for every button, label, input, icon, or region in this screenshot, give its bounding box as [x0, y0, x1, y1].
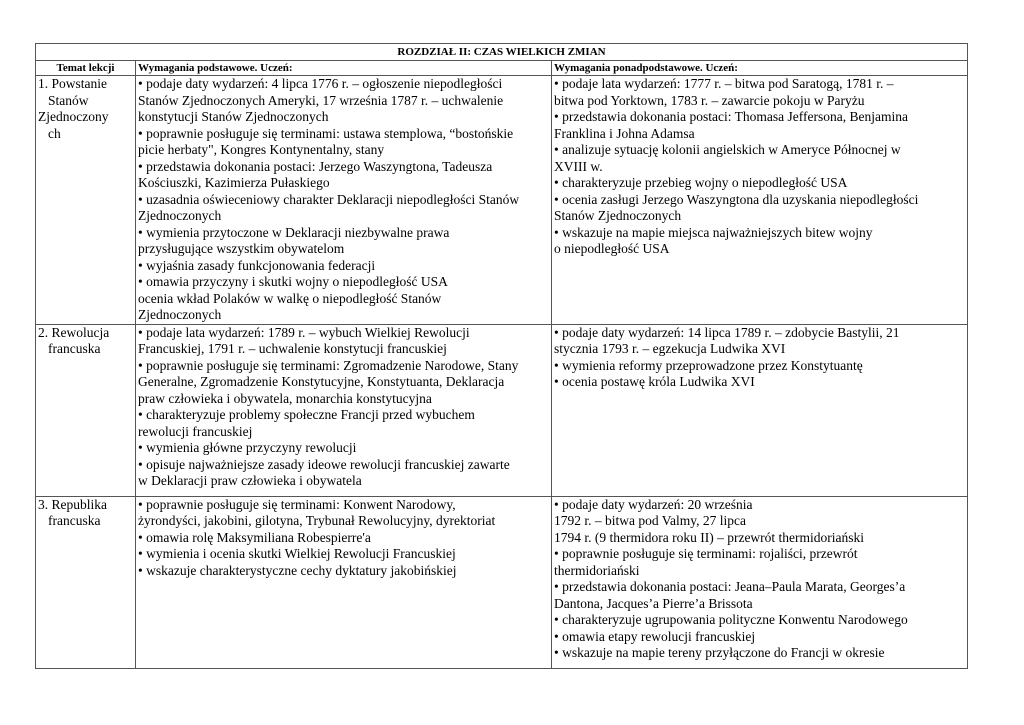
table-row	[36, 496, 968, 668]
requirement-line: • poprawnie posługuje się terminami: rojaliści, przewrót	[554, 546, 858, 561]
requirement-line: Kościuszki, Kazimierza Pułaskiego	[138, 175, 330, 190]
requirement-line: bitwa pod Yorktown, 1783 r. – zawarcie pokoju w Paryżu	[554, 92, 865, 108]
title-row	[36, 44, 968, 61]
topic-line: ch	[48, 125, 61, 141]
requirement-line: przysługujące wszystkim obywatelom	[138, 241, 345, 256]
header-basic: Wymagania podstawowe. Uczeń:	[136, 61, 552, 76]
requirement-line: • wskazuje na mapie miejsca najważniejszych bitew wojny	[554, 224, 873, 240]
requirement-line: • przedstawia dokonania postaci: Jerzego Waszyngtona, Tadeusza	[138, 158, 493, 174]
requirement-line: • wyjaśnia zasady funkcjonowania federacji	[138, 257, 376, 273]
requirement-line: • ocenia postawę króla Ludwika XVI	[554, 374, 755, 389]
requirement-line: ocenia wkład Polaków w walkę o niepodległość Stanów	[138, 290, 442, 306]
requirement-line: • opisuje najważniejsze zasady ideowe rewolucji francuskiej zawarte	[138, 456, 510, 472]
requirement-line: 1792 r. – bitwa pod Valmy, 27 lipca	[554, 513, 746, 528]
requirement-line: konstytucji Stanów Zjednoczonych	[138, 109, 329, 124]
requirement-line: • podaje daty wydarzeń: 4 lipca 1776 r. – ogłoszenie niepodległości	[138, 76, 503, 91]
basic-requirements-cell	[136, 496, 552, 668]
table-row	[36, 324, 968, 496]
requirement-line: • poprawnie posługuje się terminami: Zgromadzenie Narodowe, Stany	[138, 357, 519, 373]
requirement-line: • podaje daty wydarzeń: 20 września	[554, 496, 753, 512]
requirement-line: o niepodległość USA	[554, 241, 670, 256]
topic-line: francuska	[48, 341, 101, 356]
requirement-line: • przedstawia dokonania postaci: Jeana–Paula Marata, Georges’a	[554, 579, 906, 594]
requirement-line: • poprawnie posługuje się terminami: ustawa stemplowa, “bostońskie	[138, 125, 514, 141]
requirement-line: • wymienia reformy przeprowadzone przez Konstytuantę	[554, 357, 863, 373]
requirement-line: Stanów Zjednoczonych Ameryki, 17 września 1787 r. – uchwalenie	[138, 92, 504, 108]
requirement-line: • wskazuje charakterystyczne cechy dyktatury jakobińskiej	[138, 562, 457, 578]
requirement-line: w Deklaracji praw człowieka i obywatela	[138, 473, 362, 488]
basic-requirements-cell	[136, 324, 552, 496]
topic-line: 2. Rewolucja	[38, 324, 110, 340]
requirement-line: • wymienia i ocenia skutki Wielkiej Rewolucji Francuskiej	[138, 546, 456, 561]
requirement-line: • charakteryzuje ugrupowania polityczne Konwentu Narodowego	[554, 612, 908, 627]
requirement-line: • wymienia przytoczone w Deklaracji niezbywalne prawa	[138, 224, 450, 240]
header-row	[36, 61, 968, 76]
topic-line: Zjednoczony	[38, 109, 109, 124]
basic-requirements-cell	[136, 76, 552, 325]
topic-cell	[36, 496, 136, 668]
requirement-line: 1794 r. (9 thermidora roku II) – przewrót thermidoriański	[554, 529, 865, 545]
requirement-line: • omawia etapy rewolucji francuskiej	[554, 628, 756, 644]
requirements-table	[35, 43, 968, 669]
requirement-line: • podaje lata wydarzeń: 1777 r. – bitwa pod Saratogą, 1781 r. –	[554, 76, 894, 91]
topic-line: 3. Republika	[38, 496, 107, 512]
requirement-line: • analizuje sytuację kolonii angielskich w Ameryce Północnej w	[554, 142, 901, 157]
table-row	[36, 76, 968, 325]
requirement-line: Dantona, Jacques’a Pierre’a Brissota	[554, 595, 753, 611]
topic-cell	[36, 76, 136, 325]
requirement-line: • podaje daty wydarzeń: 14 lipca 1789 r. – zdobycie Bastylii, 21	[554, 324, 900, 340]
advanced-requirements-cell	[552, 324, 968, 496]
requirement-line: Generalne, Zgromadzenie Konstytucyjne, Konstytuanta, Deklaracja	[138, 374, 505, 389]
requirement-line: thermidoriański	[554, 562, 640, 578]
requirement-line: • uzasadnia oświeceniowy charakter Deklaracji niepodległości Stanów	[138, 191, 520, 207]
requirement-line: • charakteryzuje problemy społeczne Francji przed wybuchem	[138, 407, 475, 422]
requirement-line: • poprawnie posługuje się terminami: Konwent Narodowy,	[138, 496, 456, 512]
chapter-title: ROZDZIAŁ II: CZAS WIELKICH ZMIAN	[36, 44, 968, 61]
advanced-requirements-cell	[552, 76, 968, 325]
requirement-line: • omawia przyczyny i skutki wojny o niepodległość USA	[138, 274, 448, 289]
requirement-line: Stanów Zjednoczonych	[554, 208, 682, 223]
requirement-line: • wymienia główne przyczyny rewolucji	[138, 440, 357, 455]
requirement-line: • ocenia zasługi Jerzego Waszyngtona dla uzyskania niepodległości	[554, 191, 919, 207]
topic-line: 1. Powstanie	[38, 76, 107, 91]
requirement-line: picie herbaty", Kongres Kontynentalny, stany	[138, 142, 385, 157]
advanced-requirements-cell	[552, 496, 968, 668]
topic-line: Stanów	[48, 92, 89, 108]
requirement-line: Zjednoczonych	[138, 208, 222, 223]
requirement-line: • charakteryzuje przebieg wojny o niepodległość USA	[554, 175, 848, 190]
header-topic: Temat lekcji	[36, 61, 136, 76]
requirement-line: • przedstawia dokonania postaci: Thomasa Jeffersona, Benjamina	[554, 109, 908, 124]
requirement-line: • wskazuje na mapie tereny przyłączone do Francji w okresie	[554, 645, 885, 660]
requirement-line: Francuskiej, 1791 r. – uchwalenie konstytucji francuskiej	[138, 341, 447, 356]
topic-cell	[36, 324, 136, 496]
requirement-line: stycznia 1793 r. – egzekucja Ludwika XVI	[554, 341, 786, 356]
topic-line: francuska	[48, 513, 101, 528]
requirement-line: Zjednoczonych	[138, 307, 222, 322]
requirement-line: Franklina i Johna Adamsa	[554, 125, 695, 141]
requirement-line: • omawia rolę Maksymiliana Robespierre'a	[138, 529, 371, 545]
header-advanced: Wymagania ponadpodstawowe. Uczeń:	[552, 61, 968, 76]
requirement-line: XVIII w.	[554, 158, 603, 174]
requirement-line: • podaje lata wydarzeń: 1789 r. – wybuch Wielkiej Rewolucji	[138, 324, 470, 340]
requirement-line: żyrondyści, jakobini, gilotyna, Trybunał Rewolucyjny, dyrektoriat	[138, 513, 496, 528]
requirement-line: rewolucji francuskiej	[138, 423, 253, 439]
requirement-line: praw człowieka i obywatela, monarchia konstytucyjna	[138, 390, 432, 406]
